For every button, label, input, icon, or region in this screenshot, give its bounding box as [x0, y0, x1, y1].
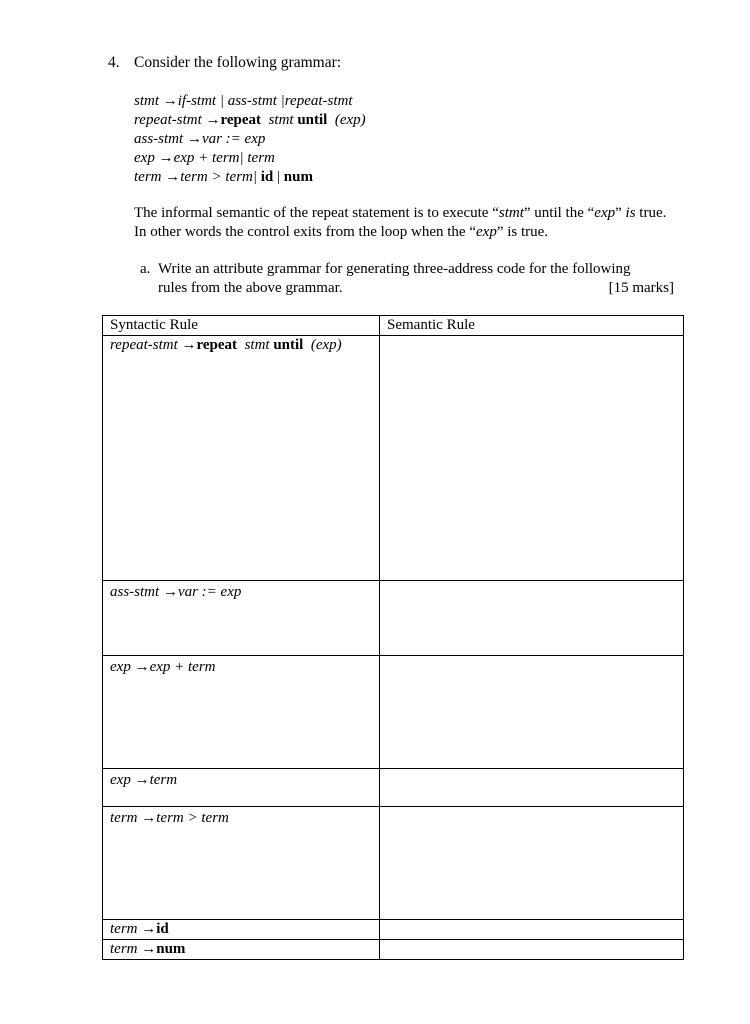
rule-lhs: ass-stmt: [110, 584, 160, 600]
grammar-line-stmt: [134, 92, 366, 111]
arrow-icon: →: [141, 810, 157, 826]
table-row: [103, 920, 684, 940]
rule-lhs: term: [110, 921, 138, 937]
table-row: [103, 581, 684, 656]
question-heading: [108, 54, 341, 72]
arrow-icon: →: [141, 941, 157, 957]
keyword-repeat: repeat: [220, 112, 262, 128]
emphasis-exp: exp: [594, 205, 616, 221]
rule-rhs: var := exp: [177, 584, 242, 600]
table-row: [103, 940, 684, 960]
arrow-icon: →: [181, 337, 197, 353]
grammar-lhs: repeat-stmt: [134, 112, 202, 128]
keyword-num: num: [283, 169, 313, 185]
rule-rhs: term: [149, 772, 178, 788]
rule-stmt: stmt: [244, 337, 270, 353]
part-a-text-cont: rules from the above grammar.: [158, 280, 343, 296]
arrow-icon: →: [165, 169, 181, 185]
keyword-id: id: [156, 921, 169, 937]
semantic-rule-cell[interactable]: [380, 920, 684, 940]
rule-rhs: exp + term: [149, 659, 216, 675]
part-a: [140, 260, 674, 298]
text-run: The informal semantic of the repeat statement is to execute “: [134, 205, 499, 221]
keyword-id: id: [260, 169, 274, 185]
semantic-description: [134, 204, 674, 242]
question-title: Consider the following grammar:: [134, 54, 342, 71]
arrow-icon: →: [134, 772, 150, 788]
syntactic-rule-exp-plus: [103, 656, 380, 769]
grammar-stmt: stmt: [268, 112, 294, 128]
grammar-line-ass: [134, 130, 366, 149]
rule-lhs: exp: [110, 772, 131, 788]
syntactic-rule-term-num: [103, 940, 380, 960]
syntactic-rule-term-gt: [103, 807, 380, 920]
answer-table: [102, 315, 684, 960]
text-run: ” is true.: [496, 224, 549, 240]
emphasis-exp: exp: [476, 224, 497, 240]
semantic-rule-cell[interactable]: [380, 769, 684, 807]
grammar-separator: |: [277, 169, 281, 185]
part-a-label: a.: [140, 261, 151, 277]
text-run: ” until the “: [523, 205, 595, 221]
table-row: [103, 336, 684, 581]
emphasis-is: is: [625, 205, 636, 221]
grammar-rhs: var := exp: [201, 131, 266, 147]
arrow-icon: →: [141, 921, 157, 937]
rule-lhs: exp: [110, 659, 131, 675]
grammar-rhs: term > term|: [180, 169, 257, 185]
question-number: 4.: [108, 54, 120, 71]
table-row: [103, 656, 684, 769]
grammar-exp: (exp): [334, 112, 366, 128]
header-semantic-rule: Semantic Rule: [380, 316, 684, 336]
keyword-num: num: [156, 941, 186, 957]
rule-lhs: term: [110, 810, 138, 826]
syntactic-rule-ass: [103, 581, 380, 656]
grammar-line-repeat: [134, 111, 366, 130]
keyword-until: until: [273, 337, 304, 353]
text-run: true. In other words the control exits from the loop when the “: [134, 205, 667, 240]
grammar-rhs: exp + term| term: [173, 150, 275, 166]
grammar-line-exp: [134, 149, 366, 168]
syntactic-rule-term-id: [103, 920, 380, 940]
part-a-text: Write an attribute grammar for generating three-address code for the following: [158, 261, 631, 277]
semantic-rule-cell[interactable]: [380, 940, 684, 960]
table-row: [103, 807, 684, 920]
arrow-icon: →: [205, 112, 221, 128]
arrow-icon: →: [158, 150, 174, 166]
rule-lhs: repeat-stmt: [110, 337, 178, 353]
grammar-block: [134, 92, 366, 187]
arrow-icon: →: [134, 659, 150, 675]
arrow-icon: →: [162, 93, 178, 109]
text-run: ”: [615, 205, 626, 221]
grammar-lhs: term: [134, 169, 162, 185]
syntactic-rule-exp-term: [103, 769, 380, 807]
semantic-rule-cell[interactable]: [380, 581, 684, 656]
grammar-lhs: exp: [134, 150, 155, 166]
grammar-lhs: ass-stmt: [134, 131, 184, 147]
arrow-icon: →: [186, 131, 202, 147]
grammar-lhs: stmt: [134, 93, 160, 109]
semantic-rule-cell[interactable]: [380, 807, 684, 920]
keyword-repeat: repeat: [196, 337, 238, 353]
grammar-line-term: [134, 168, 366, 187]
table-header-row: [103, 316, 684, 336]
keyword-until: until: [297, 112, 328, 128]
emphasis-stmt: stmt: [498, 205, 524, 221]
header-syntactic-rule: Syntactic Rule: [103, 316, 380, 336]
rule-exp: (exp): [310, 337, 342, 353]
rule-lhs: term: [110, 941, 138, 957]
rule-rhs: term > term: [156, 810, 229, 826]
syntactic-rule-repeat: [103, 336, 380, 581]
semantic-rule-cell[interactable]: [380, 336, 684, 581]
part-a-marks: [15 marks]: [608, 280, 674, 296]
arrow-icon: →: [162, 584, 178, 600]
semantic-rule-cell[interactable]: [380, 656, 684, 769]
table-row: [103, 769, 684, 807]
grammar-rhs: if-stmt | ass-stmt |repeat-stmt: [177, 93, 353, 109]
